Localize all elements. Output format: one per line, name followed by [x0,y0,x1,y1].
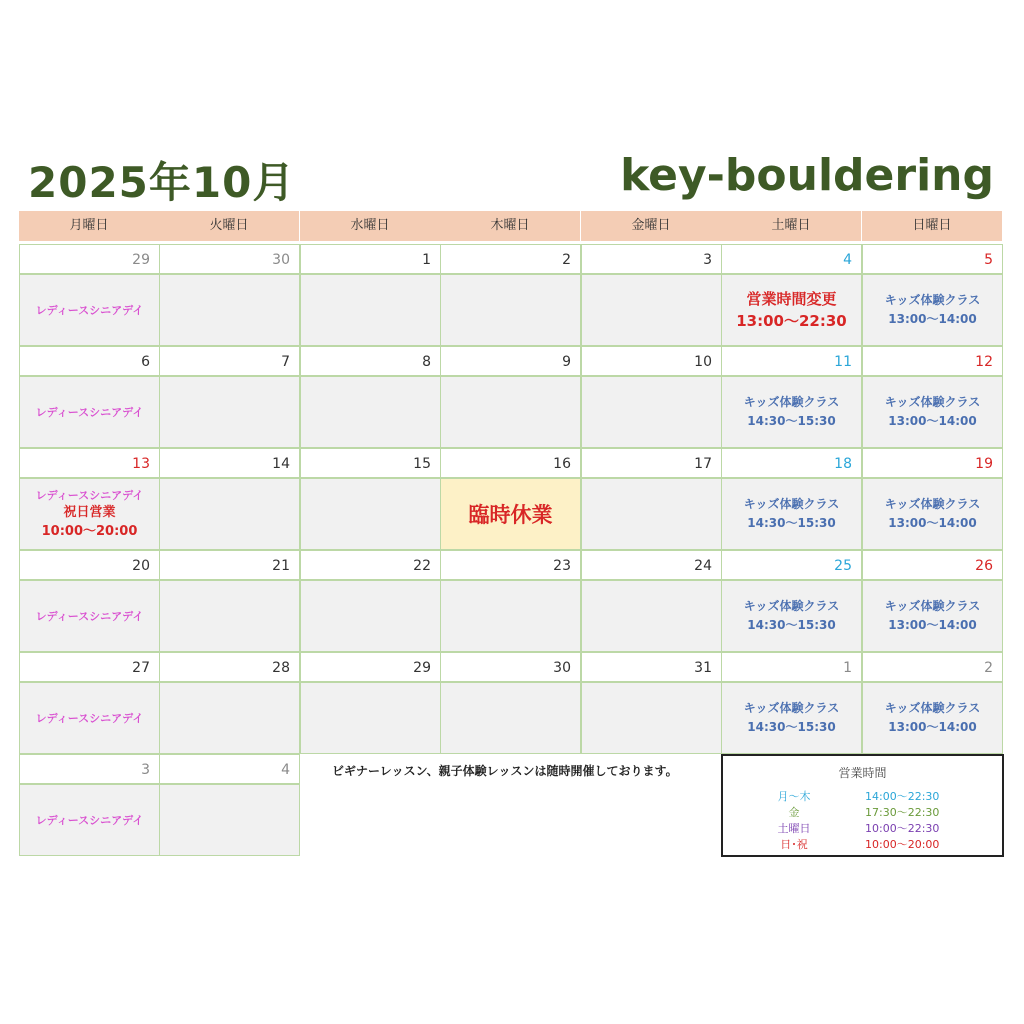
weekday-header: 日曜日 [862,211,1003,241]
hours-time: 14:00〜22:30 [865,790,940,803]
day-cell[interactable] [721,580,862,652]
brand-title: key-bouldering [620,150,994,201]
weekday-header: 金曜日 [581,211,722,241]
date-number: 12 [862,346,1003,376]
date-number: 17 [581,448,722,478]
business-hours-title: 営業時間 [838,766,887,780]
day-cell[interactable] [440,478,581,550]
ladies-senior-day-label: レディースシニアデイ [35,712,144,725]
day-cell[interactable] [159,274,300,346]
day-cell[interactable] [721,478,862,550]
date-number: 18 [721,448,862,478]
hours-day: 日･祝 [780,838,808,851]
temporary-closure-label: 臨時休業 [468,503,553,527]
kids-class-time: 14:30〜15:30 [747,414,836,428]
kids-class-time: 13:00〜14:00 [888,516,977,530]
hours-time: 10:00〜20:00 [865,838,940,851]
date-number: 2 [862,652,1003,682]
date-number: 23 [440,550,581,580]
date-number: 9 [440,346,581,376]
weekday-header: 火曜日 [159,211,300,241]
kids-class-title: キッズ体験クラス [884,395,981,409]
holiday-hours-label: 祝日営業 [63,505,116,520]
weekday-header: 水曜日 [300,211,441,241]
hours-time: 10:00〜22:30 [865,822,940,835]
weekday-header: 月曜日 [19,211,160,241]
date-number: 25 [721,550,862,580]
hours-change-label: 13:00〜22:30 [736,312,847,330]
day-cell[interactable] [19,376,160,448]
date-number: 10 [581,346,722,376]
day-cell[interactable] [440,580,581,652]
kids-class-time: 13:00〜14:00 [888,720,977,734]
kids-class-time: 14:30〜15:30 [747,618,836,632]
date-number: 7 [159,346,300,376]
date-number: 2 [440,244,581,274]
date-number: 3 [19,754,160,784]
kids-class-time: 14:30〜15:30 [747,516,836,530]
day-cell[interactable] [581,478,722,550]
holiday-hours-label: 10:00〜20:00 [41,524,138,539]
kids-class-title: キッズ体験クラス [884,701,981,715]
lesson-note: ビギナーレッスン、親子体験レッスンは随時開催しております。 [332,764,678,778]
day-cell[interactable] [721,376,862,448]
day-cell[interactable] [862,682,1003,754]
ladies-senior-day-label: レディースシニアデイ [35,814,144,827]
hours-change-label: 営業時間変更 [746,290,837,308]
day-cell[interactable] [862,580,1003,652]
day-cell[interactable] [581,376,722,448]
kids-class-title: キッズ体験クラス [884,599,981,613]
day-cell[interactable] [300,274,441,346]
date-number: 20 [19,550,160,580]
day-cell[interactable] [19,784,160,856]
date-number: 24 [581,550,722,580]
calendar-grid [19,211,1003,857]
day-cell[interactable] [19,580,160,652]
weekday-header: 土曜日 [721,211,862,241]
day-cell[interactable] [721,682,862,754]
hours-day: 月〜木 [777,790,811,803]
kids-class-title: キッズ体験クラス [743,599,840,613]
kids-class-time: 14:30〜15:30 [747,720,836,734]
kids-class-time: 13:00〜14:00 [888,312,977,326]
day-cell[interactable] [581,580,722,652]
ladies-senior-day-label: レディースシニアデイ [35,304,144,317]
date-number: 8 [300,346,441,376]
day-cell[interactable] [159,784,300,856]
kids-class-title: キッズ体験クラス [884,497,981,511]
date-number: 19 [862,448,1003,478]
date-number: 6 [19,346,160,376]
kids-class-title: キッズ体験クラス [743,701,840,715]
date-number: 15 [300,448,441,478]
date-number: 29 [300,652,441,682]
date-number: 21 [159,550,300,580]
date-number: 1 [721,652,862,682]
date-number: 22 [300,550,441,580]
ladies-senior-day-label: レディースシニアデイ [35,406,144,419]
date-number: 31 [581,652,722,682]
date-number: 11 [721,346,862,376]
date-number: 27 [19,652,160,682]
month-title: 2025年10月 [28,158,296,207]
day-cell[interactable] [300,580,441,652]
day-cell[interactable] [581,274,722,346]
kids-class-title: キッズ体験クラス [743,395,840,409]
day-cell[interactable] [862,376,1003,448]
hours-day: 土曜日 [777,822,811,835]
day-cell[interactable] [159,580,300,652]
kids-class-title: キッズ体験クラス [884,293,981,307]
date-number: 4 [721,244,862,274]
date-number: 30 [440,652,581,682]
date-number: 28 [159,652,300,682]
day-cell[interactable] [300,682,441,754]
kids-class-time: 13:00〜14:00 [888,618,977,632]
day-cell[interactable] [862,274,1003,346]
date-number: 26 [862,550,1003,580]
ladies-senior-day-label: レディースシニアデイ [35,489,144,502]
date-number: 14 [159,448,300,478]
hours-day: 金 [788,806,800,819]
day-cell[interactable] [440,274,581,346]
date-number: 13 [19,448,160,478]
date-number: 4 [159,754,300,784]
day-cell[interactable] [159,376,300,448]
day-cell[interactable] [300,478,441,550]
day-cell[interactable] [721,274,862,346]
day-cell[interactable] [440,682,581,754]
date-number: 5 [862,244,1003,274]
date-number: 3 [581,244,722,274]
kids-class-time: 13:00〜14:00 [888,414,977,428]
date-number: 1 [300,244,441,274]
ladies-senior-day-label: レディースシニアデイ [35,610,144,623]
day-cell[interactable] [159,478,300,550]
day-cell[interactable] [159,682,300,754]
day-cell[interactable] [300,376,441,448]
day-cell[interactable] [19,478,160,550]
kids-class-title: キッズ体験クラス [743,497,840,511]
hours-time: 17:30〜22:30 [865,806,940,819]
weekday-header: 木曜日 [440,211,581,241]
day-cell[interactable] [440,376,581,448]
day-cell[interactable] [581,682,722,754]
business-hours-box [721,754,1004,857]
date-number: 30 [159,244,300,274]
day-cell[interactable] [19,274,160,346]
date-number: 29 [19,244,160,274]
day-cell[interactable] [862,478,1003,550]
date-number: 16 [440,448,581,478]
day-cell[interactable] [19,682,160,754]
